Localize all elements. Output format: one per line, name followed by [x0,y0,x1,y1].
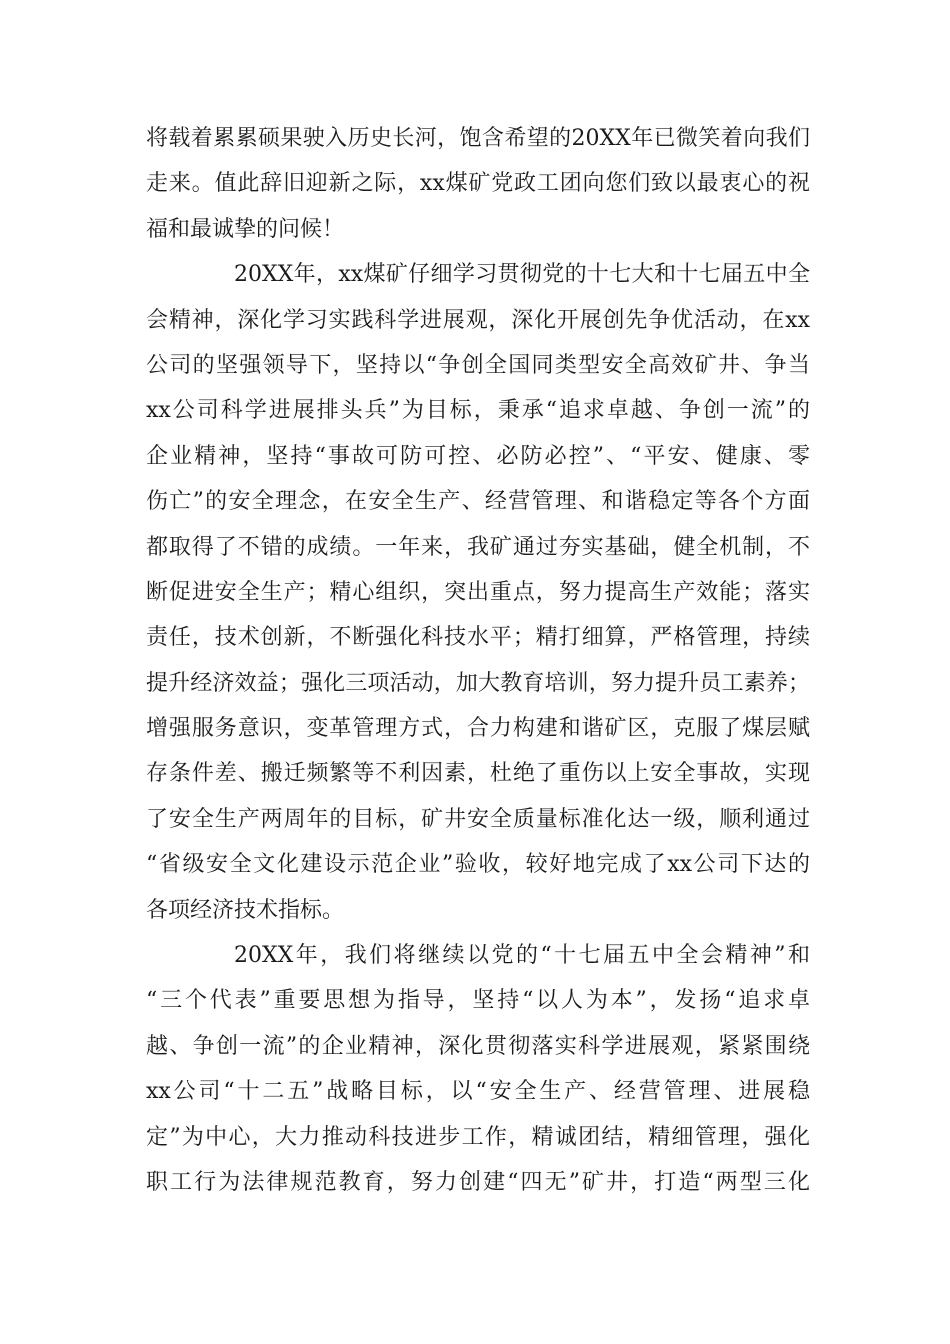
text-line: 越、争创一流”的企业精神，深化贯彻落实科学进展观，紧紧围绕 [146,1033,810,1059]
text-line: xx公司科学进展排头兵”为目标，秉承“追求卓越、争创一流”的 [146,398,810,424]
text-line: 都取得了不错的成绩。一年来，我矿通过夯实基础，健全机制，不 [146,534,810,560]
text-line: 各项经济技术指标。 [146,897,345,923]
text-line: 了安全生产两周年的目标，矿井安全质量标准化达一级，顺利通过 [146,806,810,832]
paragraph-first-line: 20XX年，我们将继续以党的“十七届五中全会精神”和 [234,943,810,969]
body-text [146,116,810,1205]
text-line: “省级安全文化建设示范企业”验收，较好地完成了xx公司下达的 [146,852,810,878]
text-line: 将载着累累硕果驶入历史长河，饱含希望的20XX年已微笑着向我们 [146,126,810,151]
text-line: 会精神，深化学习实践科学进展观，深化开展创先争优活动，在xx [146,307,810,333]
text-line: 福和最诚挚的问候！ [146,216,345,242]
text-line: 增强服务意识，变革管理方式，合力构建和谐矿区，克服了煤层赋 [146,716,810,742]
text-line: 职工行为法律规范教育，努力创建“四无”矿井，打造“两型三化 [146,1169,810,1195]
paragraph-first-line: 20XX年，xx煤矿仔细学习贯彻党的十七大和十七届五中全 [234,262,810,288]
text-line: 走来。值此辞旧迎新之际，xx煤矿党政工团向您们致以最衷心的祝 [146,171,810,197]
text-line: 公司的坚强领导下，坚持以“争创全国同类型安全高效矿井、争当 [146,352,810,378]
text-line: 提升经济效益；强化三项活动，加大教育培训，努力提升员工素养； [146,670,810,696]
text-line: “三个代表”重要思想为指导，坚持“以人为本”，发扬“追求卓 [146,988,810,1014]
text-line: 定”为中心，大力推动科技进步工作，精诚团结，精细管理，强化 [146,1124,810,1150]
text-line: 存条件差、搬迁频繁等不利因素，杜绝了重伤以上安全事故，实现 [146,761,810,787]
text-line: 断促进安全生产；精心组织，突出重点，努力提高生产效能；落实 [146,579,810,605]
text-line: 企业精神，坚持“事故可防可控、必防必控”、“平安、健康、零 [146,443,810,469]
text-line: 责任，技术创新，不断强化科技水平；精打细算，严格管理，持续 [146,625,810,651]
text-line: 伤亡”的安全理念，在安全生产、经营管理、和谐稳定等各个方面 [146,489,810,515]
text-line: xx公司“十二五”战略目标，以“安全生产、经营管理、进展稳 [146,1079,810,1105]
